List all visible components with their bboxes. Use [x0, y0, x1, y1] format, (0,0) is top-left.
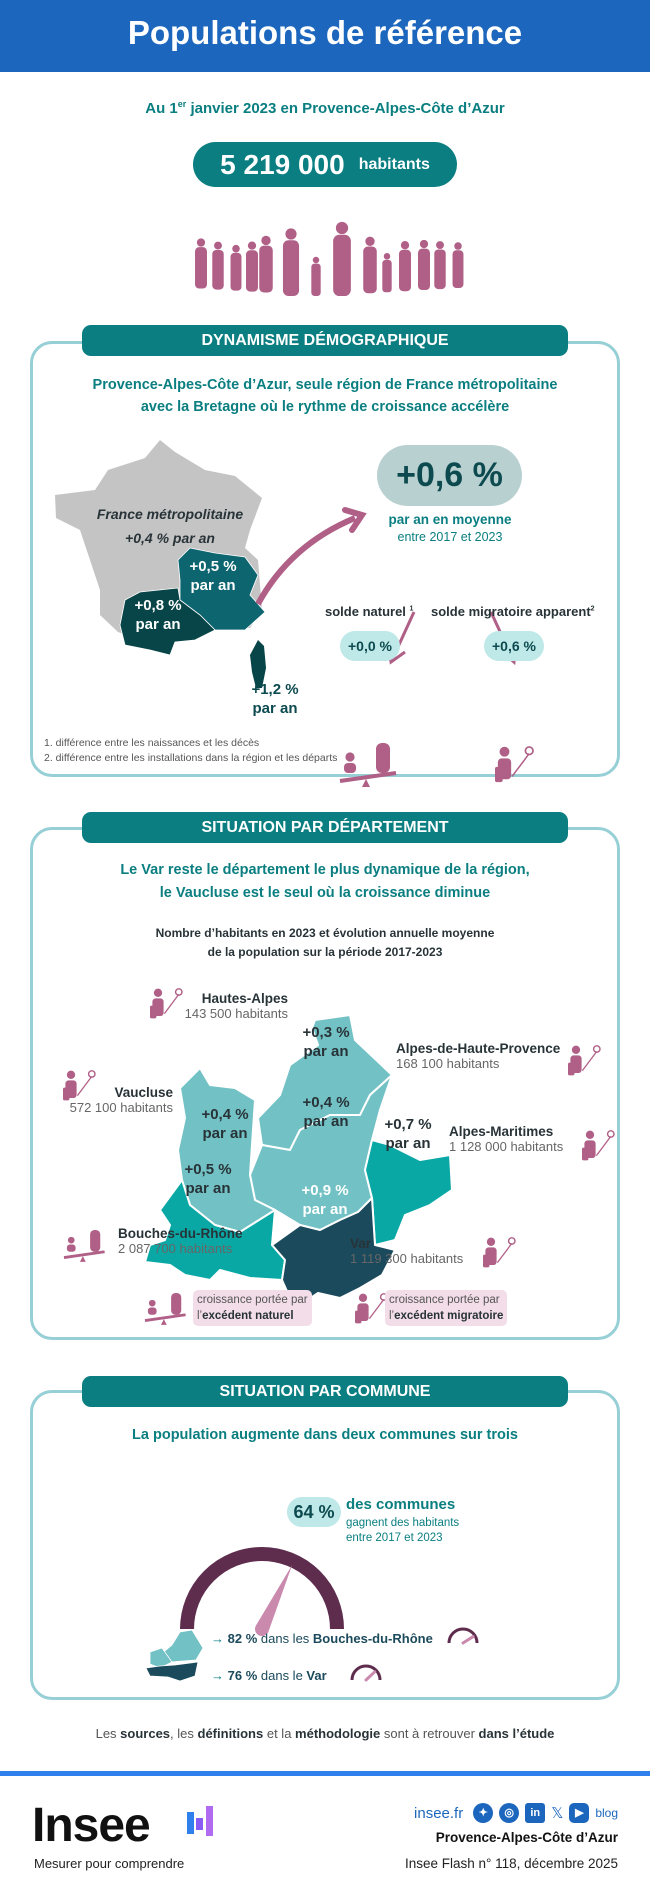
- growth-bouches-du-rhone: [178, 1160, 238, 1198]
- occitanie-growth: [128, 596, 188, 634]
- paca-growth: [178, 557, 248, 595]
- france-label: [70, 502, 270, 550]
- population-unit: habitants: [358, 155, 430, 173]
- growth-alpes-de-haute-provence: [296, 1093, 356, 1131]
- paca-growth-value: +0,5 %: [189, 558, 237, 575]
- tab-dynamisme: DYNAMISME DÉMOGRAPHIQUE: [82, 325, 568, 356]
- var-mid: dans le: [257, 1668, 307, 1683]
- footnote-ref-1: 1: [409, 605, 414, 613]
- sources-t3: et la: [263, 1726, 296, 1741]
- legend-naturel-pre: l’: [197, 1310, 203, 1322]
- growth-unit: par an: [202, 1125, 248, 1142]
- legend-migratoire: [385, 1290, 507, 1326]
- subtitle-sup: er: [177, 99, 187, 109]
- x-icon[interactable]: 𝕏: [551, 1805, 564, 1822]
- growth-unit: par an: [302, 1201, 348, 1218]
- solde-naturel-text: solde naturel: [325, 604, 406, 619]
- insee-tagline: Mesurer pour comprendre: [34, 1856, 185, 1871]
- dynamisme-headline-2: avec la Bretagne où le rythme de croissance accélère: [140, 399, 510, 415]
- dept-alpes-maritimes: [449, 1124, 563, 1154]
- etude-link[interactable]: dans l’étude: [478, 1726, 555, 1741]
- bdr-mid: dans les: [257, 1631, 313, 1646]
- subtitle-text-2: janvier 2023 en Provence-Alpes-Côte d’Azur: [186, 100, 505, 117]
- dept-alpes-de-haute-provence: [396, 1041, 560, 1071]
- growth-value: +0,4 %: [302, 1094, 350, 1111]
- tab-departements: SITUATION PAR DÉPARTEMENT: [82, 812, 568, 843]
- growth-value: +0,9 %: [301, 1182, 349, 1199]
- definitions-link[interactable]: définitions: [197, 1726, 264, 1741]
- person-silhouette: [212, 242, 223, 290]
- occitanie-growth-unit: par an: [135, 616, 181, 633]
- logo-bar-3: [206, 1806, 213, 1836]
- main-growth-value: +0,6 %: [377, 445, 522, 506]
- gauge-caption-2: entre 2017 et 2023: [346, 1532, 443, 1544]
- insee-site-link[interactable]: insee.fr: [414, 1804, 464, 1822]
- france-growth: +0,4 % par an: [125, 530, 215, 546]
- sources-t1: Les: [95, 1726, 121, 1741]
- dept-pop: 572 100 habitants: [69, 1100, 173, 1115]
- dept-bouches-du-rhone: [118, 1226, 243, 1256]
- curved-arrow: [258, 518, 355, 604]
- gauge-caption-1: gagnent des habitants: [346, 1517, 460, 1529]
- paca-growth-unit: par an: [190, 577, 236, 594]
- bdr-share: 82 %: [227, 1631, 258, 1646]
- dept-pop: 1 128 000 habitants: [449, 1139, 564, 1154]
- var-place: Var: [306, 1668, 327, 1683]
- naturel-balance-icon: [340, 743, 396, 787]
- gauge-caption: [346, 1516, 459, 1546]
- person-silhouette: [283, 228, 299, 296]
- corse-growth: [245, 680, 305, 718]
- map-title: [30, 924, 620, 962]
- bluesky-icon[interactable]: ✦: [473, 1803, 493, 1823]
- person-silhouette: [382, 253, 391, 292]
- legend-naturel-bold: excédent naturel: [202, 1310, 294, 1322]
- corse-growth-value: +1,2 %: [251, 681, 299, 698]
- dept-name: Var: [350, 1236, 372, 1251]
- population-value: 5 219 000: [220, 148, 345, 180]
- person-silhouette: [434, 241, 445, 289]
- main-caption-2: entre 2017 et 2023: [397, 530, 503, 544]
- person-silhouette: [418, 240, 430, 290]
- legend-naturel: [193, 1290, 312, 1326]
- subtitle-text: Au 1: [145, 100, 178, 117]
- sources-note: [0, 1726, 650, 1741]
- commune-line-bdr: [211, 1631, 433, 1646]
- dept-name: Hautes-Alpes: [201, 991, 288, 1006]
- person-silhouette: [246, 241, 258, 291]
- instagram-icon[interactable]: ◎: [499, 1803, 519, 1823]
- footer-publication: Insee Flash n° 118, décembre 2025: [404, 1856, 618, 1871]
- footer-region: Provence-Alpes-Côte d’Azur: [435, 1830, 618, 1845]
- footnote-1: 1. différence entre les naissances et les décès: [44, 737, 260, 749]
- youtube-icon[interactable]: ▶: [569, 1803, 589, 1823]
- growth-unit: par an: [385, 1135, 431, 1152]
- legend-migratoire-bold: excédent migratoire: [394, 1310, 504, 1322]
- dept-hautes-alpes: [150, 991, 288, 1021]
- gauge-value-badge: 64 %: [287, 1497, 341, 1527]
- person-silhouette: [195, 238, 207, 288]
- methodologie-link[interactable]: méthodologie: [295, 1726, 381, 1741]
- france-label-name: France métropolitaine: [96, 506, 244, 522]
- footer-links: [414, 1803, 618, 1823]
- dept-name: Alpes-de-Haute-Provence: [396, 1041, 561, 1056]
- dept-name: Bouches-du-Rhône: [118, 1226, 243, 1241]
- growth-value: +0,5 %: [184, 1161, 232, 1178]
- growth-unit: par an: [303, 1113, 349, 1130]
- blog-link[interactable]: blog: [595, 1806, 618, 1820]
- sources-t4: sont à retrouver: [380, 1726, 479, 1741]
- insee-logo: Insee: [32, 1799, 150, 1852]
- dept-name: Alpes-Maritimes: [449, 1124, 554, 1139]
- main-caption-1: par an en moyenne: [388, 512, 512, 527]
- tab-communes: SITUATION PAR COMMUNE: [82, 1376, 568, 1407]
- map-title-2: de la population sur la période 2017-2023: [207, 945, 443, 959]
- arrow-right-icon: →: [211, 1668, 224, 1683]
- map-title-1: Nombre d’habitants en 2023 et évolution annuelle moyenne: [155, 926, 495, 940]
- sources-t2: , les: [170, 1726, 198, 1741]
- legend-naturel-line1: croissance portée par: [197, 1294, 308, 1306]
- person-silhouette: [231, 245, 242, 291]
- linkedin-icon[interactable]: in: [525, 1803, 545, 1823]
- growth-value: +0,7 %: [384, 1116, 432, 1133]
- legend-migratoire-pre: l’: [389, 1310, 395, 1322]
- communes-headline: La population augmente dans deux communes sur trois: [132, 1427, 518, 1443]
- person-silhouette: [363, 237, 377, 294]
- solde-naturel-label: [325, 604, 413, 619]
- var-share: 76 %: [227, 1668, 258, 1683]
- person-silhouette: [399, 241, 411, 291]
- corse-growth-unit: par an: [252, 700, 298, 717]
- dept-var: [350, 1236, 463, 1266]
- gauge-text: des communes: [346, 1496, 456, 1513]
- occitanie-growth-value: +0,8 %: [134, 597, 182, 614]
- growth-value: +0,3 %: [302, 1024, 350, 1041]
- dynamisme-headline-1: Provence-Alpes-Côte d’Azur, seule région de France métropolitaine: [92, 377, 558, 393]
- person-silhouette: [333, 222, 351, 296]
- sources-link[interactable]: sources: [120, 1726, 171, 1741]
- growth-unit: par an: [303, 1043, 349, 1060]
- solde-naturel-value: +0,0 %: [340, 631, 400, 661]
- commune-line-var: [211, 1668, 327, 1683]
- arrow-right-icon: →: [211, 1631, 224, 1646]
- dept-pop: 143 500 habitants: [184, 1006, 288, 1021]
- footnote-2: 2. différence entre les installations dans la région et les départs: [44, 752, 338, 764]
- people-silhouettes: [195, 222, 463, 296]
- growth-hautes-alpes: [296, 1023, 356, 1061]
- solde-migratoire-label: [431, 604, 595, 619]
- page-title: Populations de référence: [127, 14, 523, 51]
- dept-name: Vaucluse: [114, 1085, 173, 1100]
- growth-unit: par an: [185, 1180, 231, 1197]
- footnote-ref-2: 2: [590, 605, 595, 613]
- solde-migratoire-value: +0,6 %: [484, 631, 544, 661]
- growth-alpes-maritimes: [378, 1115, 438, 1153]
- growth-var: [295, 1181, 355, 1219]
- legend-migratoire-line1: croissance portée par: [389, 1294, 500, 1306]
- solde-migratoire-text: solde migratoire apparent: [431, 604, 591, 619]
- person-silhouette: [259, 236, 273, 293]
- person-silhouette: [311, 257, 320, 296]
- departements-headline-1: Le Var reste le département le plus dynamique de la région,: [120, 862, 530, 878]
- departements-headline-2: le Vaucluse est le seul où la croissance diminue: [159, 885, 491, 901]
- logo-bar-2: [196, 1818, 203, 1830]
- footer-divider: [0, 1771, 650, 1776]
- growth-value: +0,4 %: [201, 1106, 249, 1123]
- person-silhouette: [453, 242, 464, 288]
- dept-pop: 2 087 700 habitants: [118, 1241, 233, 1256]
- growth-vaucluse: [195, 1105, 255, 1143]
- migrant-suitcase-icon: [495, 747, 533, 782]
- dept-vaucluse: [50, 1085, 173, 1115]
- dept-pop: 1 119 300 habitants: [350, 1251, 464, 1266]
- logo-bar-1: [187, 1812, 194, 1834]
- dept-pop: 168 100 habitants: [396, 1056, 500, 1071]
- bdr-place: Bouches-du-Rhône: [312, 1631, 433, 1646]
